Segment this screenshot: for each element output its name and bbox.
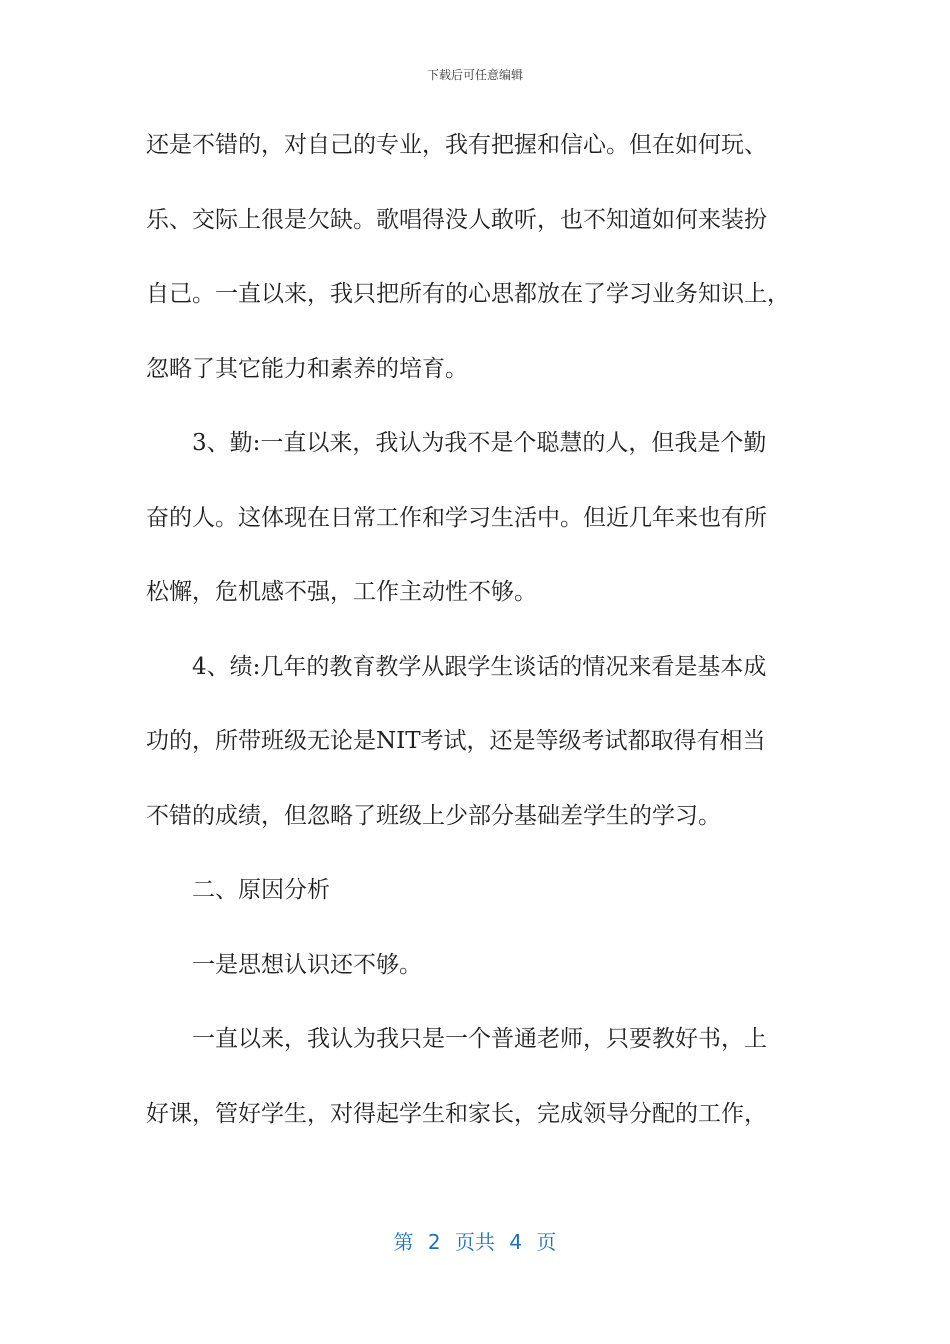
section-heading: 二、原因分析 [146,877,330,903]
text-line: 4、绩:几年的教育教学从跟学生谈话的情况来看是基本成 [146,653,767,680]
text-line: 不错的成绩，但忽略了班级上少部分基础差学生的学习。 [146,802,721,829]
text-line: 一直以来，我认为我只是一个普通老师，只要教好书，上 [146,1026,767,1052]
text-line: 奋的人。这体现在日常工作和学习生活中。但近几年来也有所 [146,504,767,531]
text-line: 自己。一直以来，我只把所有的心思都放在了学习业务知识上， [146,281,790,307]
text-line: 3、勤:一直以来，我认为我不是个聪慧的人，但我是个勤 [146,430,767,456]
page-number: 第 2 页共 4 页 [393,1230,557,1254]
text-line: 好课，管好学生，对得起学生和家长，完成领导分配的工作， [146,1100,767,1127]
header-note: 下载后可任意编辑 [426,68,523,82]
text-line: 功的，所带班级无论是NIT考试，还是等级考试都取得有相当 [146,728,766,754]
text-line: 一是思想认识还不够。 [146,951,422,978]
document-body [146,122,806,1165]
text-line: 乐、交际上很是欠缺。歌唱得没人敢听，也不知道如何来装扮 [146,206,767,233]
text-line: 松懈，危机感不强，工作主动性不够。 [146,579,537,605]
text-line: 还是不错的，对自己的专业，我有把握和信心。但在如何玩、 [146,132,767,158]
text-line: 忽略了其它能力和素养的培育。 [146,355,468,382]
